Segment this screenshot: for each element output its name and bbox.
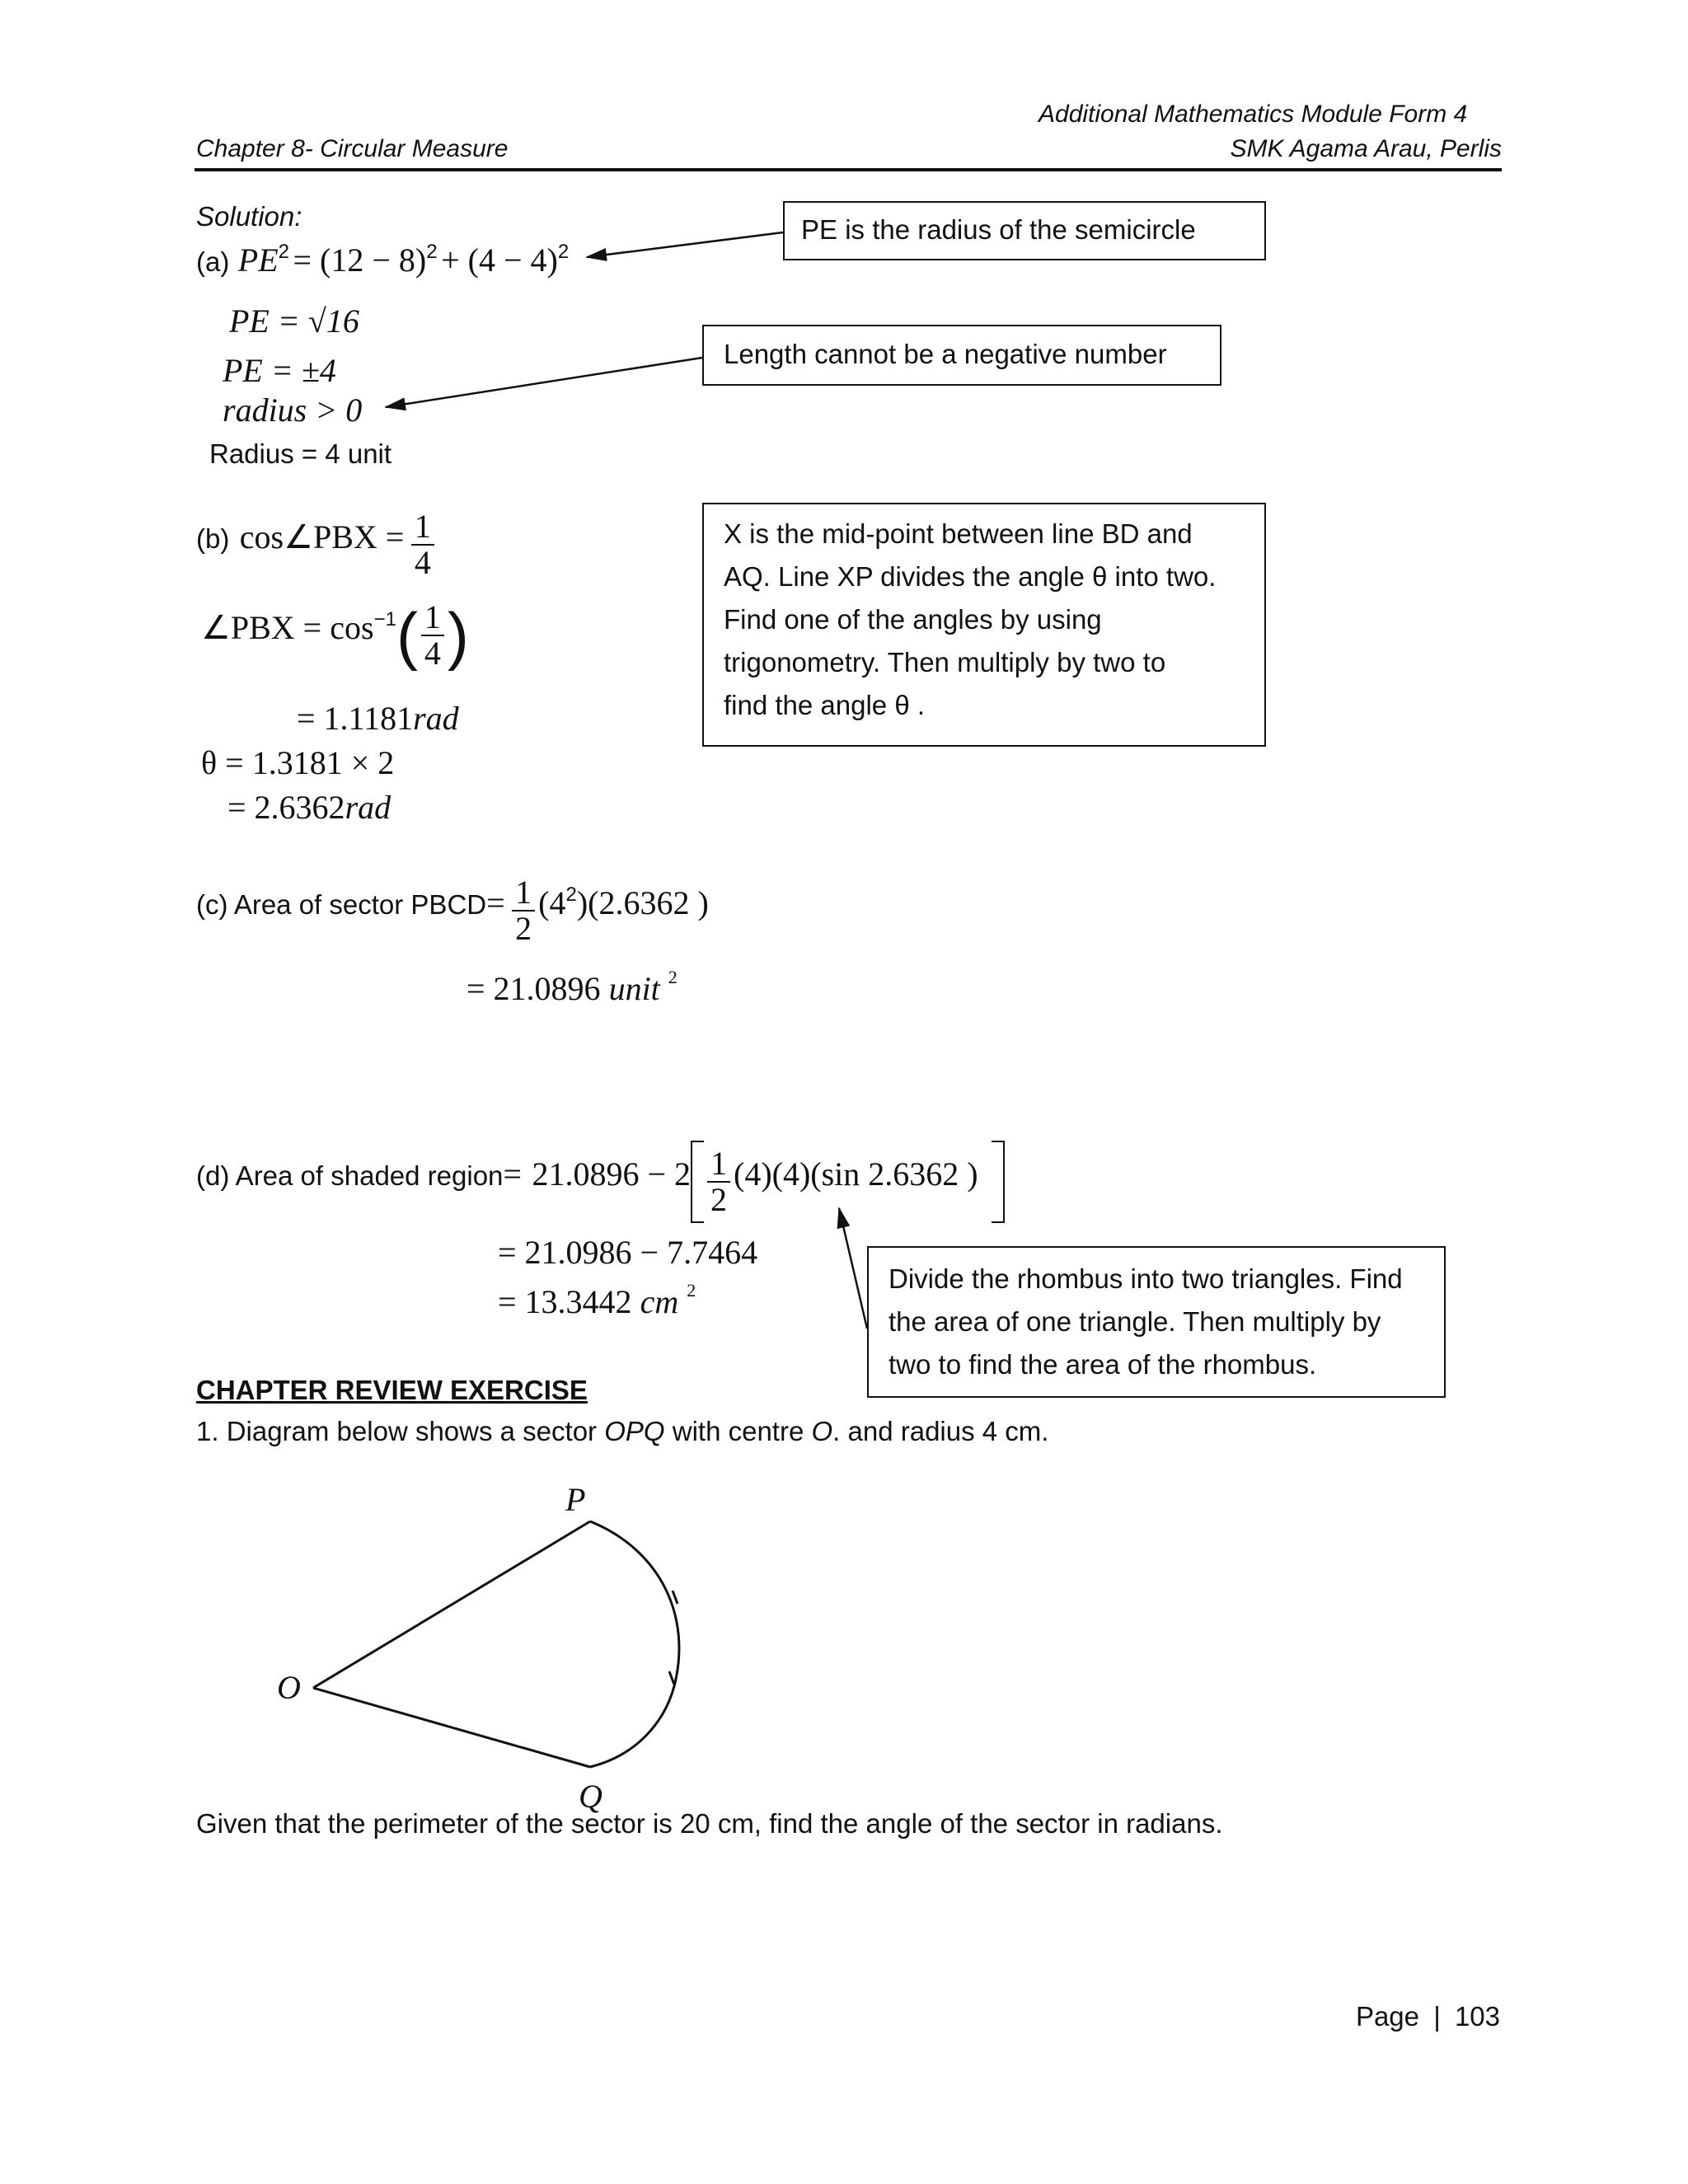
sup: 2 <box>426 241 438 263</box>
part-c-label: (c) Area of sector PBCD <box>196 889 487 921</box>
sup: 2 <box>557 241 570 263</box>
label-o: O <box>277 1669 301 1706</box>
q-sector: OPQ <box>604 1416 665 1446</box>
equals: = <box>503 1155 522 1193</box>
part-a-line2: PE = √16 <box>229 302 359 340</box>
arc-tick <box>669 1671 674 1685</box>
note-text: PE is the radius of the semicircle <box>801 214 1196 245</box>
note-text: Length cannot be a negative number <box>724 339 1167 369</box>
cos-pbx: cos∠PBX = <box>239 518 405 556</box>
note-line: find the angle θ . <box>724 690 926 720</box>
arrow-length-negative <box>386 358 702 407</box>
part-d-line2: = 21.0986 − 7.7464 <box>498 1234 758 1271</box>
page-label: Page <box>1355 2001 1420 2032</box>
denominator: 4 <box>411 544 434 580</box>
numerator: 1 <box>414 508 431 545</box>
inverse-superscript: −1 <box>373 608 396 631</box>
chapter-title: Chapter 8- Circular Measure <box>196 135 509 162</box>
numerator: 1 <box>710 1145 727 1182</box>
note-line: Find one of the angles by using <box>724 604 1102 635</box>
unit: cm <box>640 1283 679 1320</box>
sup: 2 <box>668 967 678 987</box>
q-text: . and radius 4 cm. <box>832 1416 1049 1446</box>
expr: (4)(4)(sin 2.6362 ) <box>734 1155 978 1193</box>
equals: = <box>486 884 505 922</box>
value: = 13.3442 <box>498 1283 632 1320</box>
review-heading: CHAPTER REVIEW EXERCISE <box>196 1375 588 1405</box>
part-a-label: (a) <box>196 246 230 277</box>
paren-close: ) <box>447 599 469 672</box>
solution-label: Solution: <box>196 201 302 232</box>
part-b-label: (b) <box>196 523 230 555</box>
note-line: two to find the area of the rhombus. <box>889 1349 1317 1380</box>
pe-symbol: PE <box>237 241 279 279</box>
part-a-result: Radius = 4 unit <box>209 438 392 469</box>
review-question-text: Given that the perimeter of the sector is 20 cm, find the angle of the sector in radians. <box>196 1808 1223 1839</box>
note-line: Divide the rhombus into two triangles. Find <box>889 1263 1403 1294</box>
sup: 2 <box>687 1280 696 1301</box>
denominator: 4 <box>421 635 444 671</box>
page-separator: | <box>1433 2001 1441 2032</box>
arrow-pe-radius <box>587 232 783 257</box>
pe-rhs-2: + (4 − 4) <box>441 241 558 279</box>
rad-unit: rad <box>413 700 459 737</box>
radius-op <box>313 1521 590 1688</box>
expr: (4 <box>538 884 566 922</box>
school-name: SMK Agama Arau, Perlis <box>1230 135 1502 162</box>
label-q: Q <box>579 1778 603 1815</box>
radius-oq <box>313 1688 590 1767</box>
part-b-line4: θ = 1.3181 × 2 <box>201 744 395 781</box>
unit: unit <box>608 970 660 1007</box>
value: = 1.1181 <box>297 700 414 737</box>
note-line: AQ. Line XP divides the angle θ into two. <box>724 561 1217 592</box>
sector-diagram <box>313 1521 679 1767</box>
part-d-label: (d) Area of shaded region <box>196 1160 504 1192</box>
paren-open: ( <box>396 599 418 672</box>
q-centre: O <box>811 1416 833 1446</box>
part-a-line3: PE = ±4 <box>223 352 336 389</box>
arrow-rhombus <box>839 1208 867 1329</box>
pe-rhs-1: = (12 − 8) <box>293 241 427 279</box>
sup: 2 <box>278 241 290 263</box>
value: = 21.0896 <box>467 970 601 1007</box>
page-footer <box>1356 2003 1500 2030</box>
page-number: 103 <box>1454 2001 1500 2032</box>
value: = 2.6362 <box>227 789 345 826</box>
part-a-line4: radius > 0 <box>223 391 363 429</box>
q-text: with centre <box>664 1416 812 1446</box>
denominator: 2 <box>707 1181 730 1217</box>
expr: )(2.6362 ) <box>576 884 709 922</box>
q-text: 1. Diagram below shows a sector <box>196 1416 605 1446</box>
expr: 21.0896 − 2 <box>532 1155 691 1193</box>
note-line: the area of one triangle. Then multiply by <box>889 1306 1381 1337</box>
sup: 2 <box>565 883 577 907</box>
numerator: 1 <box>515 874 532 911</box>
denominator: 2 <box>512 910 535 946</box>
note-line: X is the mid-point between line BD and <box>724 518 1193 549</box>
note-line: trigonometry. Then multiply by two to <box>724 647 1166 677</box>
rad-unit: rad <box>345 789 392 826</box>
numerator: 1 <box>424 598 441 635</box>
module-title: Additional Mathematics Module Form 4 <box>1039 101 1468 128</box>
label-p: P <box>565 1481 586 1518</box>
arc-pq <box>590 1521 679 1767</box>
angle-pbx: ∠PBX = cos <box>201 609 374 647</box>
arc-tick <box>673 1591 678 1604</box>
